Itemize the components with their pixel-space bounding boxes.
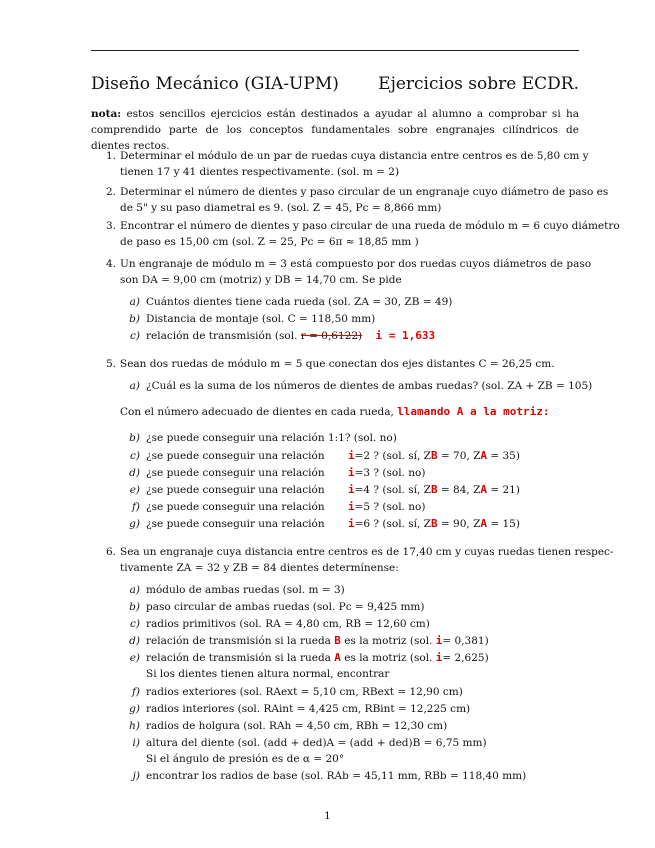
ex6-e-rest2: = 2,625) — [442, 652, 489, 664]
ex5-number: 5. — [105, 358, 116, 370]
ex5-c-hand: i — [347, 449, 355, 462]
ex5-e-hand-b: B — [430, 483, 438, 496]
ex1-line1: Determinar el módulo de un par de ruedas cuya distancia entre centros es de 5,80 cm y — [120, 150, 589, 162]
ex6-f-text: radios exteriores (sol. RAext = 5,10 cm, RBext = 12,90 cm) — [146, 686, 463, 698]
ex5-c-line — [146, 448, 520, 464]
ex6-d-text: relación de transmisión si la rueda — [146, 635, 331, 647]
ex6-d-label: d) — [129, 635, 140, 647]
ex4-c-handwritten: i = 1,633 — [375, 329, 436, 342]
ex5-a-label: a) — [129, 380, 140, 392]
ex5-g-line — [146, 516, 520, 532]
ex5-c-rest3: = 35) — [487, 450, 520, 462]
ex2-number: 2. — [105, 186, 116, 198]
ex2-line1: Determinar el número de dientes y paso circular de un engranaje cuyo diámetro de paso es — [120, 186, 609, 198]
ex4-a-text: Cuántos dientes tiene cada rueda (sol. ZA = 30, ZB = 49) — [146, 296, 453, 308]
ex5-g-rest: =6 ? (sol. sí, Z — [354, 518, 431, 530]
ex5-g-hand-b: B — [430, 517, 438, 530]
ex6-e-text: relación de transmisión si la rueda — [146, 652, 331, 664]
ex3-line2: de paso es 15,00 cm (sol. Z = 25, Pc = 6π ≈ 18,85 mm ) — [120, 236, 419, 248]
ex5-e-rest3: = 21) — [487, 484, 520, 496]
ex6-d-line — [146, 633, 489, 649]
ex1-number: 1. — [105, 150, 116, 162]
ex6-a-label: a) — [129, 584, 140, 596]
ex6-i-label: i) — [132, 737, 140, 749]
ex6-g-text: radios interiores (sol. RAint = 4,425 cm, RBint = 12,225 cm) — [146, 703, 471, 715]
ex4-number: 4. — [105, 258, 116, 270]
ex5-d-text: ¿se puede conseguir una relación — [146, 467, 325, 479]
ex4-a-label: a) — [129, 296, 140, 308]
ex6-i-note: Si el ángulo de presión es de α = 20° — [146, 753, 345, 765]
ex5-e-text: ¿se puede conseguir una relación — [146, 484, 325, 496]
ex6-b-text: paso circular de ambas ruedas (sol. Pc = 9,425 mm) — [146, 601, 425, 613]
ex5-f-rest: =5 ? (sol. no) — [354, 501, 426, 513]
ex6-e-rest: es la motriz (sol. — [344, 652, 433, 664]
ex5-e-rest2: = 84, Z — [437, 484, 481, 496]
ex5-f-hand: i — [347, 500, 355, 513]
ex4-b-text: Distancia de montaje (sol. C = 118,50 mm) — [146, 313, 376, 325]
ex5-g-text: ¿se puede conseguir una relación — [146, 518, 325, 530]
ex5-g-rest2: = 90, Z — [437, 518, 481, 530]
ex6-a-text: módulo de ambas ruedas (sol. m = 3) — [146, 584, 345, 596]
ex5-d-rest: =3 ? (sol. no) — [354, 467, 426, 479]
header-left-title: Diseño Mecánico (GIA-UPM) — [91, 74, 339, 94]
ex4-c-text: relación de transmisión (sol. — [146, 330, 298, 342]
ex6-d-hand-b: B — [334, 634, 341, 647]
ex5-line1: Sean dos ruedas de módulo m = 5 que conectan dos ejes distantes C = 26,25 cm. — [120, 358, 555, 370]
ex5-c-hand-a: A — [480, 449, 488, 462]
ex5-c-rest: =2 ? (sol. sí, Z — [354, 450, 431, 462]
ex6-b-label: b) — [129, 601, 140, 613]
ex5-d-hand: i — [347, 466, 355, 479]
ex5-e-label: e) — [129, 484, 140, 496]
ex6-f-label: f) — [132, 686, 140, 698]
ex6-d-rest2: = 0,381) — [442, 635, 489, 647]
ex5-c-label: c) — [130, 450, 140, 462]
ex5-e-hand-a: A — [480, 483, 488, 496]
ex5-f-text: ¿se puede conseguir una relación — [146, 501, 325, 513]
note-paragraph — [91, 106, 579, 154]
ex4-c-line — [146, 328, 435, 344]
ex5-e-hand: i — [347, 483, 355, 496]
ex6-e-hand-a: A — [334, 651, 341, 664]
ex5-d-line — [146, 465, 425, 481]
ex6-i-text: altura del diente (sol. (add + ded)A = (add + ded)B = 6,75 mm) — [146, 737, 487, 749]
note-text: estos sencillos ejercicios están destinados a ayudar al alumno a comprobar si ha comprendido parte de los conceptos fundamentales sobre engranajes cilíndricos de dientes rectos. — [91, 108, 579, 152]
ex6-c-label: c) — [130, 618, 140, 630]
ex5-a-text: ¿Cuál es la suma de los números de dientes de ambas ruedas? (sol. ZA + ZB = 105) — [146, 380, 593, 392]
ex6-line1: Sea un engranaje cuya distancia entre centros es de 17,40 cm y cuyas ruedas tienen respec- — [120, 546, 614, 558]
ex6-d-hand-i: i — [435, 634, 443, 647]
ex5-f-label: f) — [132, 501, 140, 513]
ex5-d-label: d) — [129, 467, 140, 479]
ex5-intro-line — [120, 404, 549, 420]
ex5-c-rest2: = 70, Z — [437, 450, 481, 462]
ex2-line2: de 5" y su paso diametral es 9. (sol. Z = 45, Pc = 8,866 mm) — [120, 202, 442, 214]
ex6-line2: tivamente ZA = 32 y ZB = 84 dientes determínense: — [120, 562, 399, 574]
top-rule — [91, 50, 579, 51]
ex5-g-rest3: = 15) — [487, 518, 520, 530]
ex5-f-line — [146, 499, 425, 515]
ex3-number: 3. — [105, 220, 116, 232]
ex4-b-label: b) — [129, 313, 140, 325]
ex5-e-line — [146, 482, 520, 498]
ex5-intro-handwritten: llamando A a la motriz: — [397, 405, 550, 418]
ex4-line1: Un engranaje de módulo m = 3 está compuesto por dos ruedas cuyos diámetros de paso — [120, 258, 592, 270]
ex6-number: 6. — [105, 546, 116, 558]
ex4-line2: son DA = 9,00 cm (motriz) y DB = 14,70 cm. Se pide — [120, 274, 402, 286]
ex6-j-text: encontrar los radios de base (sol. RAb = 45,11 mm, RBb = 118,40 mm) — [146, 770, 527, 782]
ex6-g-label: g) — [129, 703, 140, 715]
ex6-e-note: Si los dientes tienen altura normal, encontrar — [146, 668, 390, 680]
ex6-d-rest: es la motriz (sol. — [344, 635, 433, 647]
ex5-e-rest: =4 ? (sol. sí, Z — [354, 484, 431, 496]
ex6-e-hand-i: i — [435, 651, 443, 664]
note-label: nota: — [91, 108, 122, 120]
ex5-b-text: ¿se puede conseguir una relación 1:1? (sol. no) — [146, 432, 397, 444]
ex6-e-label: e) — [129, 652, 140, 664]
ex1-line2: tienen 17 y 41 dientes respectivamente. (sol. m = 2) — [120, 166, 400, 178]
ex5-b-label: b) — [129, 432, 140, 444]
ex3-line1: Encontrar el número de dientes y paso circular de una rueda de módulo m = 6 cuyo diámetro — [120, 220, 620, 232]
header-right-title: Ejercicios sobre ECDR. — [378, 74, 579, 94]
ex6-c-text: radios primitivos (sol. RA = 4,80 cm, RB = 12,60 cm) — [146, 618, 430, 630]
ex5-c-hand-b: B — [430, 449, 438, 462]
ex4-c-struck: r = 0,6122) — [300, 330, 363, 342]
page-number: 1 — [324, 810, 331, 822]
ex5-g-hand-a: A — [480, 517, 488, 530]
ex5-c-text: ¿se puede conseguir una relación — [146, 450, 325, 462]
ex6-j-label: j) — [132, 770, 140, 782]
ex5-g-label: g) — [129, 518, 140, 530]
ex6-h-text: radios de holgura (sol. RAh = 4,50 cm, RBh = 12,30 cm) — [146, 720, 448, 732]
ex6-h-label: h) — [129, 720, 140, 732]
ex6-e-line — [146, 650, 489, 666]
ex5-intro: Con el número adecuado de dientes en cada rueda, — [120, 406, 394, 418]
ex5-g-hand: i — [347, 517, 355, 530]
ex4-c-label: c) — [130, 330, 140, 342]
